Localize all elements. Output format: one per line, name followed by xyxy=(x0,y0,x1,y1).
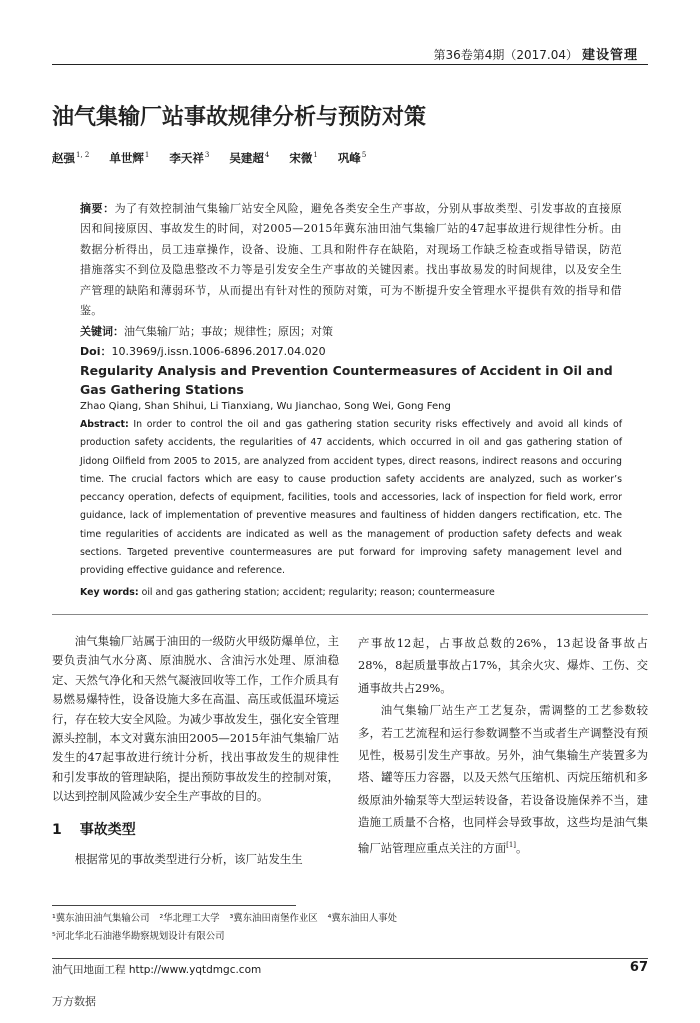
abstract-english xyxy=(80,416,622,581)
keywords-label: 关键词： xyxy=(80,325,124,338)
affiliation: ⁴冀东油田人事处 xyxy=(327,913,398,924)
section-title: 事故类型 xyxy=(79,821,136,838)
journal-section-name: 建设管理 xyxy=(581,48,638,63)
body-paragraph: 根据常见的事故类型进行分析，该厂站发生生 xyxy=(74,852,303,867)
english-authors: Zhao Qiang, Shan Shihui, Li Tianxiang, Wu Jianchao, Song Wei, Gong Feng xyxy=(80,401,451,412)
author: 宋微$^1$ xyxy=(289,151,318,165)
author: 赵强$^{1, 2}$ xyxy=(52,151,90,165)
doi-value[interactable]: 10.3969/j.issn.1006-6896.2017.04.020 xyxy=(111,345,326,358)
author: 李天祥$^3$ xyxy=(169,151,210,165)
keywords-en-label: Key words: xyxy=(80,587,139,598)
footnote-rule xyxy=(52,905,296,906)
doi xyxy=(80,343,326,359)
abstract-en-text: In order to control the oil and gas gathering station security risks effectively and avoid all kinds of production safety accidents, the regularities of 47 accidents, which occurred in oil and gas gathering station of Jidong Oilfield from 2005 to 2015, are analyzed from accident types, direct reasons, indirect reasons and occuring time. The crucial factors which are easy to cause production safety accidents are analyzed, such as worker’s peccancy operation, defects of equipment, facilities, tools and accessories, lack of inspection for field work, error guidance, lack of implementation of preventive measures and faultiness of hidden dangers rectification, etc. The time regularities of accidents are indicated as well as the management of production safety defects and weak sections. Targeted preventive countermeasures are put forward for improving safety management level and providing effective guidance and reference. xyxy=(80,419,623,577)
doi-label: Doi： xyxy=(80,345,112,358)
section-separator xyxy=(52,614,648,615)
abstract-chinese xyxy=(80,199,622,321)
intro-paragraph: 油气集输厂站属于油田的一级防火甲级防爆单位，主要负责油气水分离、原油脱水、含油污水处理、原油稳定、天然气净化和天然气凝液回收等工作，工作介质具有易燃易爆特性，设备设施大多在高温、高压或低温环境运行，存在较大安全风险。为减少事故发生，强化安全管理源头控制，本文对冀东油田2005—2015年油气集输厂站发生的47起事故进行统计分析，找出事故发生的规律性和引发事故的管理缺陷，提出预防事故发生的控制对策，以达到控制风险减少安全生产事故的目的。 xyxy=(52,634,339,804)
issue-info xyxy=(433,44,638,63)
keywords-chinese xyxy=(80,323,622,341)
affiliation: ³冀东油田南堡作业区 xyxy=(229,913,318,924)
abstract-label: 摘要： xyxy=(80,202,115,215)
issue-number: 第36卷第4期（2017.04） xyxy=(433,48,578,62)
keywords-en-text: oil and gas gathering station; accident; regularity; reason; countermeasure xyxy=(141,587,495,598)
page-number: 67 xyxy=(629,960,648,975)
abstract-en-label: Abstract: xyxy=(80,419,129,430)
body-column-left xyxy=(52,632,339,869)
keywords-text: 油气集输厂站；事故；规律性；原因；对策 xyxy=(124,325,333,338)
citation-ref[interactable]: [1] xyxy=(506,840,517,849)
keywords-english xyxy=(80,587,495,598)
body-paragraph: 油气集输厂站生产工艺复杂，需调整的工艺参数较多，若工艺流程和运行参数调整不当或者生产调整没有预见性，极易引发生产事故。另外，油气集输生产装置多为塔、罐等压力容器，以及天然气压缩机、丙烷压缩机和多级原油外输泵等大型运转设备，若设备设施保养不当，建造施工质量不合格，也同样会导致事故，这些均是油气集输厂站管理应重点关注的方面[1]。 xyxy=(358,703,648,855)
author-list xyxy=(52,150,382,166)
watermark: 万方数据 xyxy=(52,995,96,1008)
affiliation: ²华北理工大学 xyxy=(159,913,220,924)
body-paragraph: 产事故12起，占事故总数的26%，13起设备事故占28%，8起质量事故占17%，其余火灾、爆炸、工伤、交通事故共占29%。 xyxy=(358,636,648,695)
affiliation: ¹冀东油田油气集输公司 xyxy=(52,913,150,924)
body-column-right xyxy=(358,632,648,859)
abstract-text: 为了有效控制油气集输厂站安全风险，避免各类安全生产事故，分别从事故类型、引发事故的直接原因和间接原因、事故发生的时间，对2005—2015年冀东油田油气集输厂站的47起事故进行规律性分析。由数据分析得出，员工违章操作，设备、设施、工具和附件存在缺陷，对现场工作缺乏检查或指导错误，防范措施落实不到位及隐患整改不力等是引发安全生产事故的关键因素。找出事故易发的时间规律，以及安全生产管理的缺陷和薄弱环节，从而提出有针对性的预防对策，可为不断提升安全管理水平提供有效的指导和借鉴。 xyxy=(80,202,623,318)
section-heading xyxy=(52,821,339,840)
english-title: Regularity Analysis and Prevention Countermeasures of Accident in Oil and Gas Gathering Stations xyxy=(80,363,613,397)
header-rule xyxy=(52,64,648,65)
article-title: 油气集输厂站事故规律分析与预防对策 xyxy=(52,104,427,130)
footnote-affiliations xyxy=(52,910,407,924)
footnote-affiliation: ⁵河北华北石油港华勘察规划设计有限公司 xyxy=(52,931,225,942)
section-number: 1 xyxy=(52,821,62,838)
author: 单世辉$^1$ xyxy=(109,151,150,165)
author: 巩峰$^5$ xyxy=(337,151,367,165)
footer-journal: 油气田地面工程 http://www.yqtdmgc.com xyxy=(52,964,262,976)
author: 吴建超$^4$ xyxy=(229,151,270,165)
footer-rule xyxy=(52,958,648,959)
